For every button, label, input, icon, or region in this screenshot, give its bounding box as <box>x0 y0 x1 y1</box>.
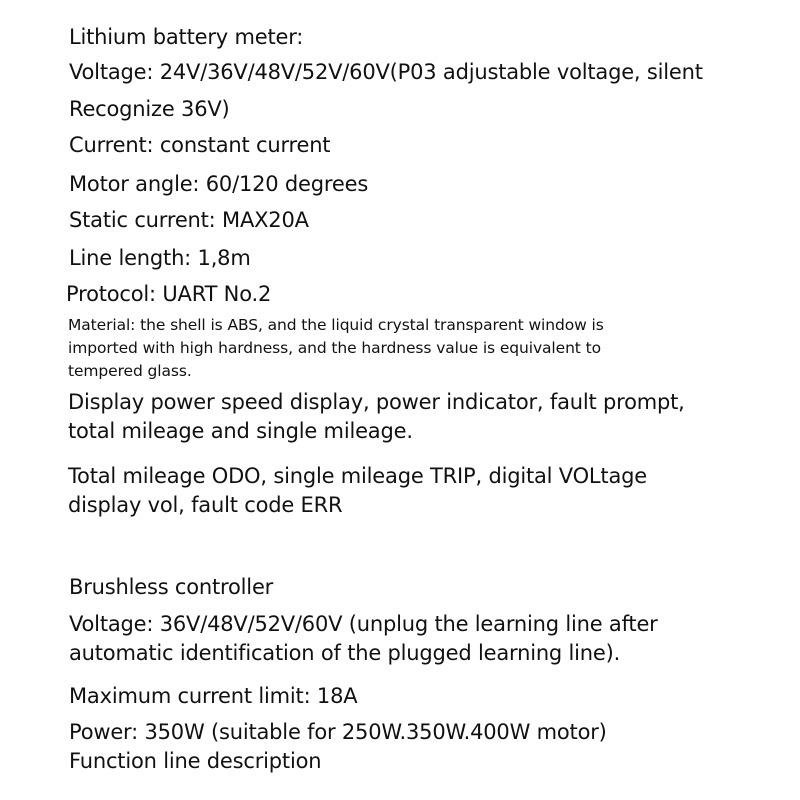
display-line-2: total mileage and single mileage. <box>68 419 413 443</box>
battery-voltage-line-1: Voltage: 24V/36V/48V/52V/60V(P03 adjustable voltage, silent <box>69 60 703 84</box>
max-current-limit: Maximum current limit: 18A <box>69 684 358 708</box>
material-line-3: tempered glass. <box>68 362 192 380</box>
material-line-1: Material: the shell is ABS, and the liquid crystal transparent window is <box>68 316 604 334</box>
controller-voltage-line-1: Voltage: 36V/48V/52V/60V (unplug the learning line after <box>69 612 658 636</box>
static-current: Static current: MAX20A <box>69 208 309 232</box>
controller-voltage-line-2: automatic identification of the plugged learning line). <box>69 641 621 665</box>
motor-angle: Motor angle: 60/120 degrees <box>69 172 369 196</box>
material-line-2: imported with high hardness, and the hardness value is equivalent to <box>68 339 601 357</box>
battery-current: Current: constant current <box>69 133 331 157</box>
total-mileage-line-1: Total mileage ODO, single mileage TRIP, digital VOLtage <box>68 464 647 488</box>
controller-heading: Brushless controller <box>69 575 274 599</box>
line-length: Line length: 1,8m <box>69 246 251 270</box>
display-line-1: Display power speed display, power indicator, fault prompt, <box>68 390 685 414</box>
function-line-description: Function line description <box>69 749 322 773</box>
battery-meter-heading: Lithium battery meter: <box>69 25 304 49</box>
power-rating: Power: 350W (suitable for 250W.350W.400W motor) <box>69 720 607 744</box>
total-mileage-line-2: display vol, fault code ERR <box>68 493 343 517</box>
protocol: Protocol: UART No.2 <box>66 282 272 306</box>
battery-voltage-line-2: Recognize 36V) <box>69 97 230 121</box>
